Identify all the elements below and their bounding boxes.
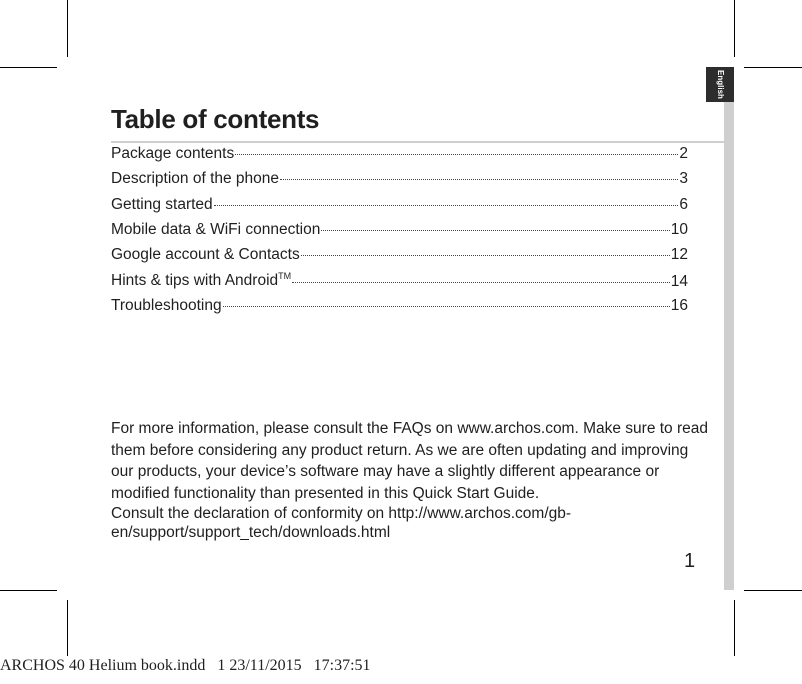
page-number: 1 — [684, 550, 696, 572]
toc-entry-page: 10 — [670, 220, 688, 238]
toc-entry[interactable] — [111, 196, 688, 221]
slug-file: ARCHOS 40 Helium book.indd — [0, 657, 206, 674]
info-paragraph: For more information, please consult the FAQs on www.archos.com. Make sure to read them before considering any product return. As we are often updating and improving our products, your device’s software may have a slightly different appearance or modified functionality than presented in this Quick Start Guide. — [111, 420, 709, 502]
toc-entry[interactable] — [111, 221, 688, 246]
table-of-contents — [111, 145, 688, 322]
crop-mark — [0, 67, 57, 68]
dot-leader — [223, 306, 670, 307]
print-slug — [0, 657, 371, 675]
conformity-note: Consult the declaration of conformity on http://www.archos.com/gb-en/support/support_tech/downloads.html — [111, 505, 572, 541]
crop-mark — [744, 67, 802, 68]
toc-entry-page: 12 — [670, 246, 688, 264]
language-tab-label: English — [715, 70, 725, 99]
crop-mark — [734, 0, 735, 57]
dot-leader — [214, 205, 679, 206]
toc-entry-label: Mobile data & WiFi connection — [111, 220, 321, 238]
page-title: Table of contents — [111, 104, 320, 134]
slug-page: 1 — [217, 657, 226, 674]
title-rule — [111, 141, 724, 143]
language-tab — [706, 67, 734, 102]
toc-entry-page: 16 — [670, 296, 688, 314]
info-block — [111, 418, 711, 542]
side-bar — [724, 67, 734, 590]
toc-entry-label: Google account & Contacts — [111, 246, 300, 264]
toc-entry-label: Troubleshooting — [111, 296, 222, 314]
toc-entry-page: 14 — [670, 272, 688, 290]
dot-leader — [301, 255, 670, 256]
toc-entry[interactable] — [111, 246, 688, 271]
dot-leader — [235, 154, 678, 155]
toc-entry-text: Hints & tips with Android — [111, 272, 279, 290]
toc-entry[interactable] — [111, 271, 688, 296]
dot-leader — [292, 282, 670, 283]
crop-mark — [744, 590, 802, 591]
toc-entry-page: 2 — [679, 145, 688, 162]
crop-mark — [734, 600, 735, 656]
crop-mark — [0, 590, 57, 591]
toc-entry-page: 3 — [679, 170, 688, 188]
dot-leader — [280, 179, 678, 180]
toc-entry-label — [111, 271, 291, 290]
trademark-symbol: TM — [278, 271, 292, 282]
crop-mark — [67, 600, 68, 656]
toc-entry-label: Package contents — [111, 145, 235, 162]
toc-entry-label: Description of the phone — [111, 170, 280, 188]
slug-date: 23/11/2015 — [229, 657, 302, 674]
crop-mark — [67, 0, 68, 57]
toc-entry[interactable] — [111, 297, 688, 322]
slug-time: 17:37:51 — [313, 657, 371, 674]
toc-entry-page: 6 — [679, 195, 688, 213]
toc-entry-label: Getting started — [111, 195, 213, 213]
toc-entry[interactable] — [111, 145, 688, 170]
toc-entry[interactable] — [111, 170, 688, 195]
dot-leader — [321, 230, 669, 231]
